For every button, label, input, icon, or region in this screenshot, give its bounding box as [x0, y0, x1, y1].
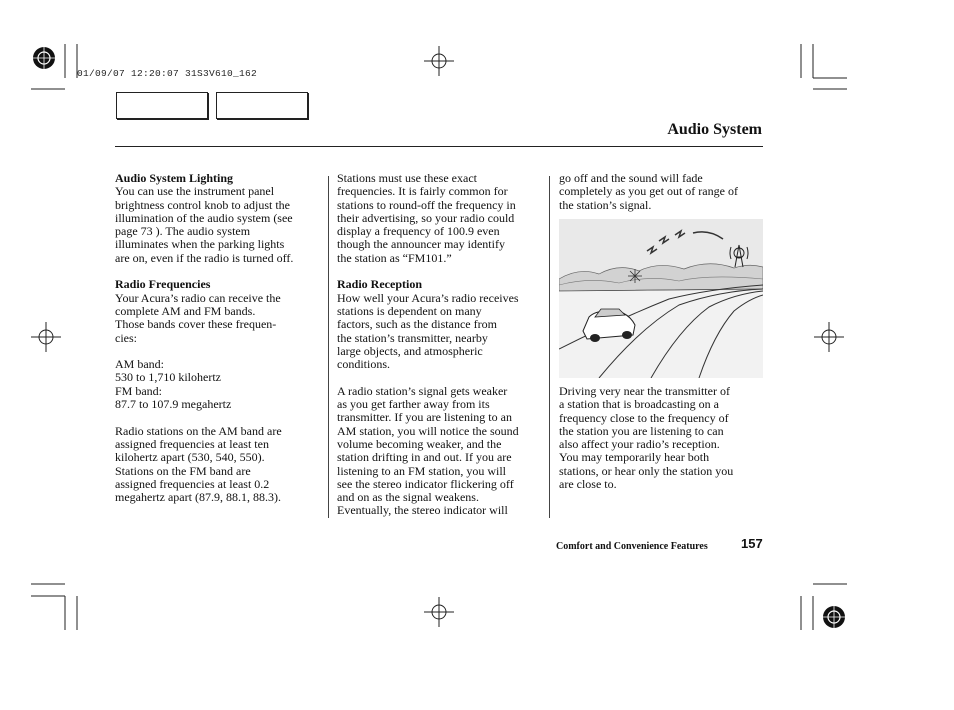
heading-radio-reception: Radio Reception [337, 277, 422, 292]
column-2 [337, 172, 547, 531]
page-number: 157 [741, 536, 763, 551]
paragraph-lighting: You can use the instrument panel brightness control knob to adjust the illumination of the audio system (see page 73 ). The audio system illuminates when the parking lights are on, even if the radio is turned off. [115, 184, 294, 265]
print-slug: 01/09/07 12:20:07 31S3V610_162 [77, 68, 258, 79]
paragraph-reception: How well your Acura’s radio receives stations is dependent on many factors, such as the distance from the station’s transmitter, nearby large objects, and atmospheric conditions. [337, 290, 519, 372]
column-1 [115, 172, 325, 518]
section-tab-1 [116, 92, 208, 119]
column-divider-1 [328, 176, 329, 518]
paragraph-near-transmitter: Driving very near the transmitter of a station that is broadcasting on a frequency close to the frequency of the station you are listening to can also affect your radio’s reception. You may temporarily hear both stations, or hear only the station you are close to. [559, 384, 734, 492]
radio-reception-illustration [559, 219, 763, 378]
column-3-continued [559, 385, 763, 505]
paragraph-frequencies: Your Acura’s radio can receive the complete AM and FM bands. Those bands cover these frequen- cies: [115, 290, 281, 345]
paragraph-exact-frequencies: Stations must use these exact frequencies. It is fairly common for stations to round-off the frequency in their advertising, so your radio could display a frequency of 100.9 even though the announcer may identify the station as “FM101.” [337, 171, 516, 265]
paragraph-bands: AM band: 530 to 1,710 kilohertz FM band: 87.7 to 107.9 megahertz [115, 357, 232, 412]
heading-radio-frequencies: Radio Frequencies [115, 277, 211, 292]
heading-audio-system-lighting: Audio System Lighting [115, 171, 234, 185]
column-3 [559, 172, 763, 225]
paragraph-spacing: Radio stations on the AM band are assigned frequencies at least ten kilohertz apart (530, 540, 550). Stations on the FM band are assigned frequencies at least 0.2 megahertz apart (87.9, 88.1, 88.3). [115, 423, 282, 505]
column-divider-2 [549, 176, 550, 518]
paragraph-signal-weaker: A radio station’s signal gets weaker as you get farther away from its transmitter. If you are listening to an AM station, you will notice the sound volume becoming weaker, and the station drifting in and out. If you are listening to an FM station, you will see the stereo indicator flickering off and on as the signal weakens. Eventually, the stereo indicator will [337, 383, 519, 518]
page-title: Audio System [667, 121, 762, 138]
footer-section-label: Comfort and Convenience Features [556, 541, 708, 552]
paragraph-fade: go off and the sound will fade completely as you get out of range of the station’s signal. [559, 171, 738, 212]
section-tab-2 [216, 92, 308, 119]
header-rule [115, 146, 763, 147]
